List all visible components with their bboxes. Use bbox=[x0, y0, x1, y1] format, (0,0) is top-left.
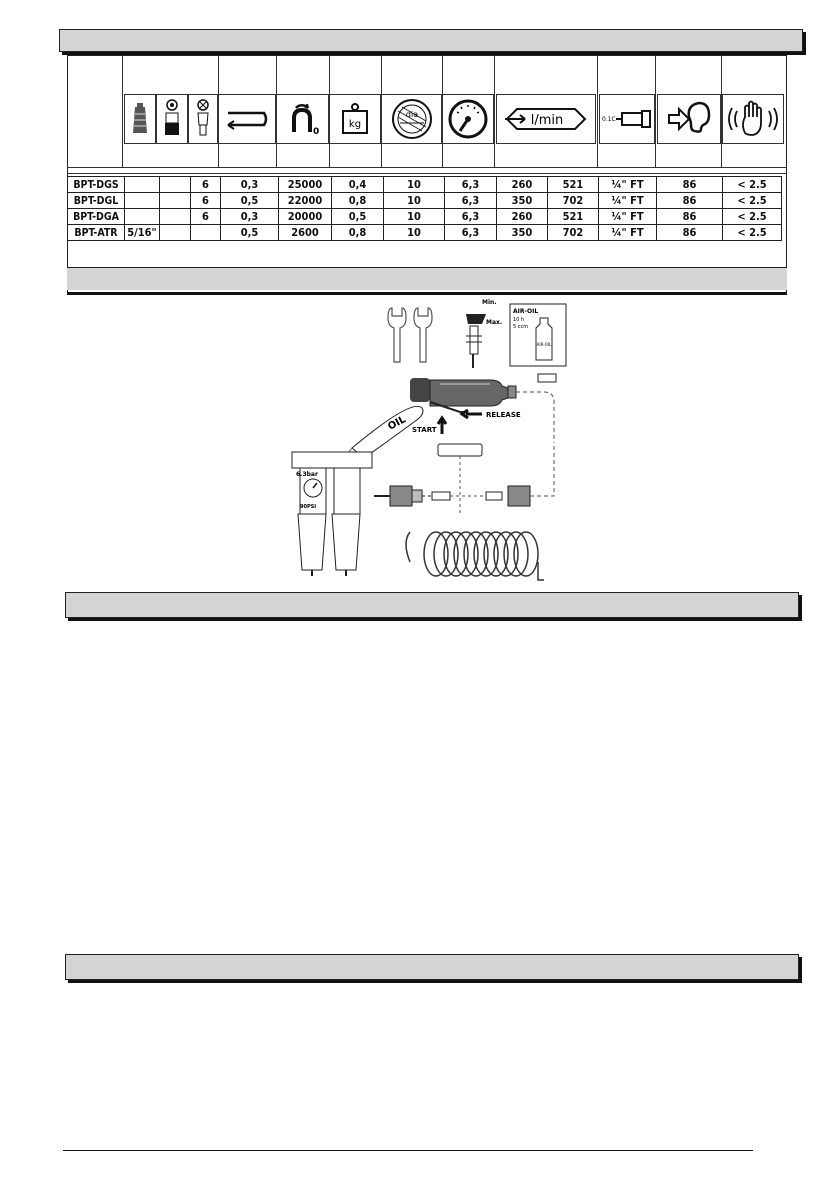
cell-power: 0,3 bbox=[221, 177, 279, 193]
cell-weight: 0,4 bbox=[332, 177, 384, 193]
cell-air1: 350 bbox=[497, 193, 548, 209]
cell-inlet: 10 bbox=[384, 225, 445, 241]
cell-air2: 702 bbox=[548, 225, 599, 241]
cell-rpm: 22000 bbox=[279, 193, 332, 209]
cell-collet-mm: 6 bbox=[191, 209, 221, 225]
page-bottom-rule bbox=[63, 1150, 753, 1151]
cell-air1: 260 bbox=[497, 177, 548, 193]
header-divider bbox=[597, 55, 598, 167]
cell-vibration: < 2.5 bbox=[723, 209, 782, 225]
cell-inlet: 10 bbox=[384, 209, 445, 225]
cell-inlet: 10 bbox=[384, 177, 445, 193]
spec-table-frame bbox=[67, 55, 787, 295]
spec-data-table bbox=[67, 176, 782, 241]
die-grinder-icon bbox=[410, 378, 516, 412]
air-oil-ccm: 5 ccm bbox=[513, 324, 529, 330]
cell-fitting: ¼" FT bbox=[599, 177, 657, 193]
collet-icon bbox=[156, 94, 188, 144]
air-oil-hours: 10 h bbox=[513, 317, 525, 323]
cell-vibration: < 2.5 bbox=[723, 193, 782, 209]
svg-text:0: 0 bbox=[312, 127, 319, 136]
cell-noise: 86 bbox=[657, 177, 723, 193]
hose-fitting-icon bbox=[599, 94, 655, 144]
cell-weight: 0,5 bbox=[332, 209, 384, 225]
cell-rpm: 20000 bbox=[279, 209, 332, 225]
table-row bbox=[68, 209, 782, 225]
header-divider bbox=[655, 55, 656, 167]
cell-collet bbox=[160, 209, 191, 225]
noise-level-icon bbox=[657, 94, 721, 144]
stroke-icon bbox=[218, 94, 276, 144]
table-row bbox=[68, 177, 782, 193]
air-consumption-icon bbox=[496, 94, 596, 144]
regulator-psi-label: 90PSI bbox=[300, 504, 317, 510]
cell-pressure: 6,3 bbox=[445, 193, 497, 209]
coiled-hose-icon bbox=[406, 532, 544, 580]
svg-text:0.1C: 0.1C bbox=[602, 116, 616, 123]
section-header-bar-lower bbox=[65, 954, 799, 980]
cell-vibration: < 2.5 bbox=[723, 177, 782, 193]
cell-weight: 0,8 bbox=[332, 225, 384, 241]
svg-text:dia: dia bbox=[405, 110, 418, 119]
collet-nut-icon bbox=[188, 94, 218, 144]
cell-noise: 86 bbox=[657, 193, 723, 209]
air-inlet-size-icon bbox=[381, 94, 442, 144]
svg-text:l/min: l/min bbox=[530, 113, 564, 128]
section-header-bar-middle bbox=[65, 592, 799, 618]
table-row bbox=[68, 225, 782, 241]
cell-pressure: 6,3 bbox=[445, 177, 497, 193]
header-divider bbox=[494, 55, 495, 167]
rpm-icon bbox=[276, 94, 329, 144]
cell-power: 0,5 bbox=[221, 225, 279, 241]
cell-collet bbox=[160, 177, 191, 193]
cell-pressure: 6,3 bbox=[445, 225, 497, 241]
table-row bbox=[68, 193, 782, 209]
pressure-gauge-icon bbox=[442, 94, 494, 144]
cell-chuck: 5/16" bbox=[125, 225, 160, 241]
cell-chuck bbox=[125, 193, 160, 209]
air-tool-connection-diagram bbox=[270, 298, 590, 590]
table-footer-band bbox=[67, 267, 787, 290]
cell-fitting: ¼" FT bbox=[599, 225, 657, 241]
cell-model: BPT-DGL bbox=[68, 193, 125, 209]
cell-inlet: 10 bbox=[384, 193, 445, 209]
cell-air1: 350 bbox=[497, 225, 548, 241]
cell-collet bbox=[160, 193, 191, 209]
cell-fitting: ¼" FT bbox=[599, 209, 657, 225]
max-label: Max. bbox=[486, 319, 503, 326]
cell-collet bbox=[160, 225, 191, 241]
oil-label: OIL bbox=[386, 414, 408, 433]
cell-power: 0,5 bbox=[221, 193, 279, 209]
cell-rpm: 25000 bbox=[279, 177, 332, 193]
min-label: Min. bbox=[482, 299, 497, 306]
cell-collet-mm: 6 bbox=[191, 193, 221, 209]
svg-text:kg: kg bbox=[348, 119, 362, 130]
header-divider bbox=[122, 55, 123, 167]
cell-model: BPT-DGA bbox=[68, 209, 125, 225]
cell-collet-mm: 6 bbox=[191, 177, 221, 193]
vibration-icon bbox=[722, 94, 784, 144]
bottle-label: AIR-OIL bbox=[536, 342, 552, 347]
cell-air2: 521 bbox=[548, 177, 599, 193]
cell-air1: 260 bbox=[497, 209, 548, 225]
cell-vibration: < 2.5 bbox=[723, 225, 782, 241]
header-row-line bbox=[67, 167, 787, 168]
section-header-bar-top bbox=[59, 29, 803, 52]
cell-pressure: 6,3 bbox=[445, 209, 497, 225]
cell-collet-mm bbox=[191, 225, 221, 241]
header-row-line bbox=[67, 173, 787, 174]
cell-fitting: ¼" FT bbox=[599, 193, 657, 209]
regulator-bar-label: 6.3bar bbox=[296, 471, 318, 478]
cell-chuck bbox=[125, 177, 160, 193]
release-label: RELEASE bbox=[486, 411, 521, 419]
cell-model: BPT-DGS bbox=[68, 177, 125, 193]
cell-air2: 702 bbox=[548, 193, 599, 209]
cell-air2: 521 bbox=[548, 209, 599, 225]
drill-chuck-icon bbox=[124, 94, 156, 144]
cell-noise: 86 bbox=[657, 209, 723, 225]
cell-weight: 0,8 bbox=[332, 193, 384, 209]
cell-power: 0,3 bbox=[221, 209, 279, 225]
cell-noise: 86 bbox=[657, 225, 723, 241]
wrench-icon bbox=[388, 308, 432, 362]
weight-icon bbox=[329, 94, 381, 144]
cell-model: BPT-ATR bbox=[68, 225, 125, 241]
cell-rpm: 2600 bbox=[279, 225, 332, 241]
air-oil-title: AIR-OIL bbox=[513, 308, 539, 315]
start-label: START bbox=[412, 426, 437, 434]
cell-chuck bbox=[125, 209, 160, 225]
